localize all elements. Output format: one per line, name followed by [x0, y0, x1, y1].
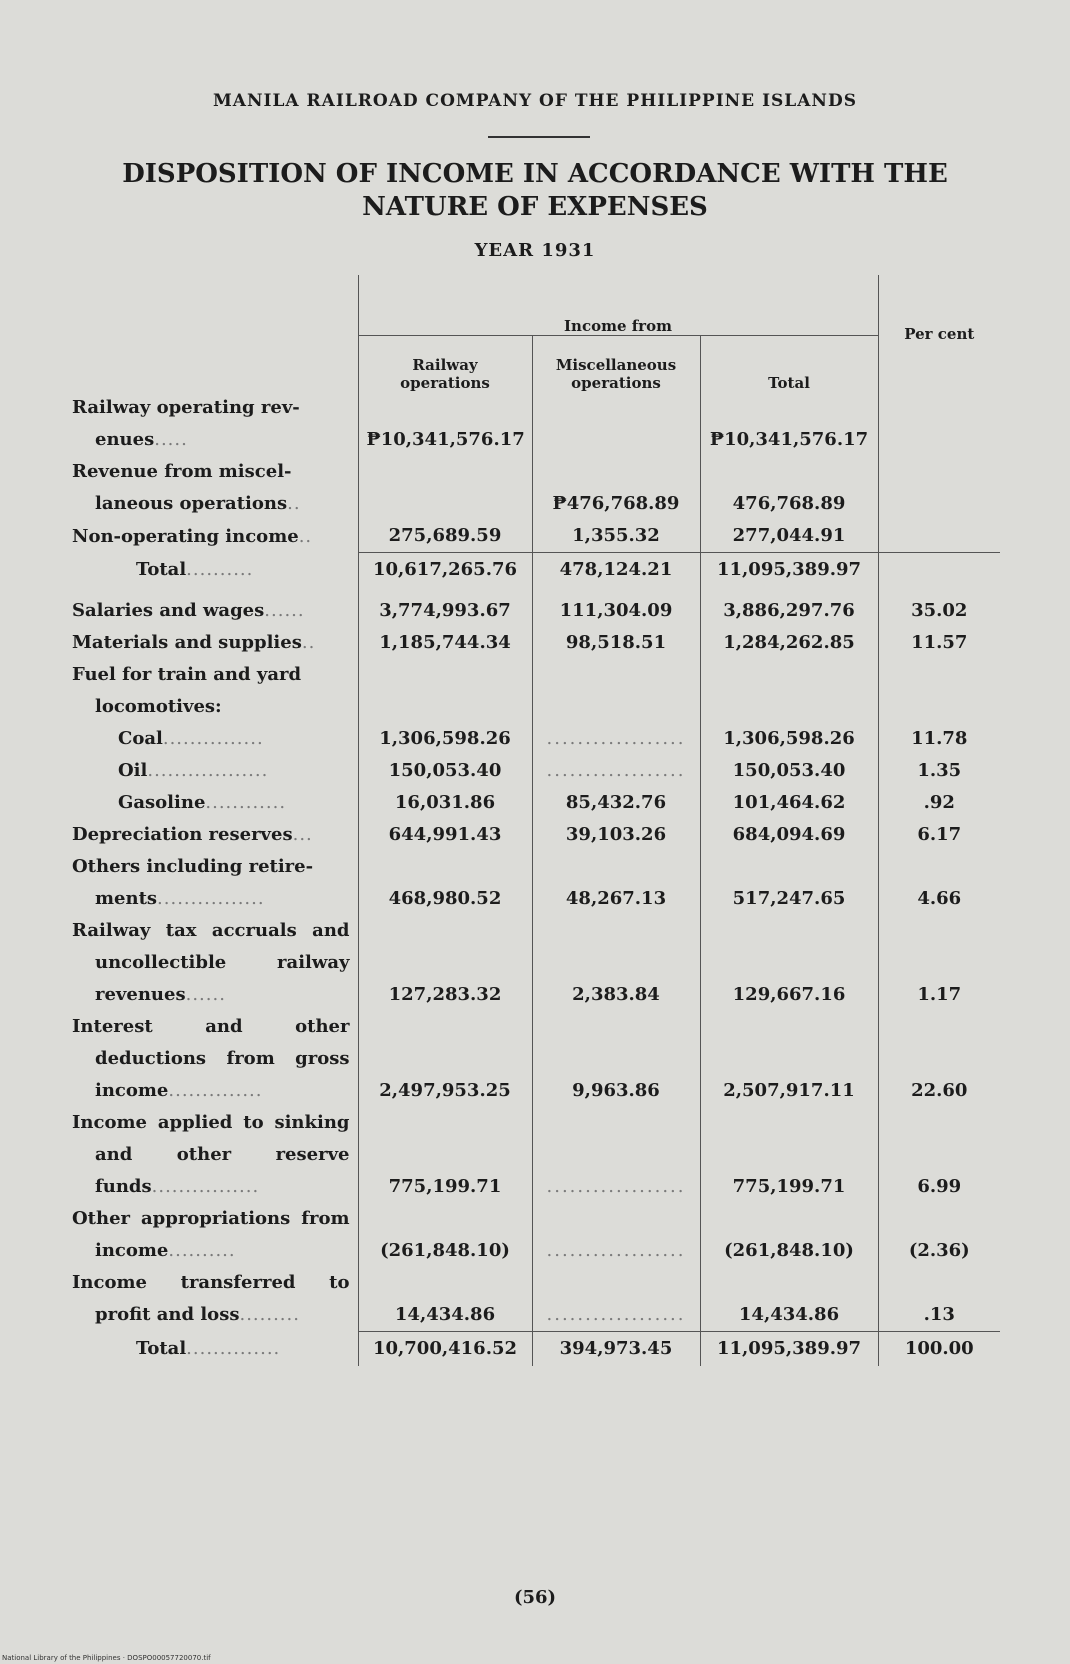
total-cell: 2,507,917.11 — [700, 1011, 878, 1107]
total-cell: 14,434.86 — [700, 1267, 878, 1331]
misc-cell: 98,518.51 — [532, 627, 700, 659]
percent-cell: .13 — [878, 1267, 1000, 1331]
railway-cell: 644,991.43 — [358, 819, 532, 851]
title-line-2: NATURE OF EXPENSES — [362, 192, 708, 222]
per-cent-header: Per cent — [878, 275, 1000, 392]
table-row — [64, 1107, 1000, 1203]
percent-cell: 35.02 — [878, 595, 1000, 627]
table-row — [64, 1267, 1000, 1331]
railway-cell: 10,700,416.52 — [358, 1331, 532, 1366]
row-label: Total.......... — [136, 559, 254, 580]
table-row — [64, 1011, 1000, 1107]
railway-cell: 1,185,744.34 — [358, 627, 532, 659]
table-row — [64, 659, 1000, 723]
leader-dots: .............. — [168, 1080, 263, 1101]
misc-cell — [532, 392, 700, 456]
total-header: Total — [700, 336, 878, 393]
percent-cell: 1.35 — [878, 755, 1000, 787]
table-row — [64, 520, 1000, 553]
percent-cell: 100.00 — [878, 1331, 1000, 1366]
percent-cell: 22.60 — [878, 1011, 1000, 1107]
misc-cell-blank: .................. — [532, 1107, 700, 1203]
percent-cell: 11.78 — [878, 723, 1000, 755]
leader-dots: ...... — [185, 984, 226, 1005]
table-body — [64, 392, 1000, 1366]
table-row — [64, 627, 1000, 659]
railway-cell: 2,497,953.25 — [358, 1011, 532, 1107]
railway-cell: 10,617,265.76 — [358, 553, 532, 588]
railway-cell: 775,199.71 — [358, 1107, 532, 1203]
total-cell: 11,095,389.97 — [700, 1331, 878, 1366]
table-header — [64, 275, 1000, 392]
row-label: Materials and supplies.. — [72, 632, 316, 653]
leader-dots: .................. — [147, 760, 269, 781]
misc-cell: 394,973.45 — [532, 1331, 700, 1366]
row-label: Income transferred to profit and loss......... — [72, 1272, 350, 1325]
railway-cell: ₱10,341,576.17 — [358, 392, 532, 456]
leader-dots: ..... — [154, 429, 188, 450]
total-cell: 1,284,262.85 — [700, 627, 878, 659]
total-cell: 129,667.16 — [700, 915, 878, 1011]
misc-cell: 1,355.32 — [532, 520, 700, 553]
table-row — [64, 851, 1000, 915]
leader-dots: ...... — [264, 600, 305, 621]
railway-cell: 127,283.32 — [358, 915, 532, 1011]
railway-cell: 16,031.86 — [358, 787, 532, 819]
row-label: Non-operating income.. — [72, 525, 313, 547]
row-label: Salaries and wages...... — [72, 600, 305, 621]
miscellaneous-operations-header: Miscellaneous operations — [532, 336, 700, 393]
table-row — [64, 787, 1000, 819]
income-from-header: Income from — [358, 275, 878, 336]
railway-cell: 150,053.40 — [358, 755, 532, 787]
scan-credit: National Library of the Philippines · DOSPO00057720070.tif — [2, 1654, 211, 1662]
row-label: Coal............... — [118, 728, 264, 749]
railway-cell: 14,434.86 — [358, 1267, 532, 1331]
percent-cell — [878, 456, 1000, 520]
leader-dots: .. — [287, 493, 301, 514]
misc-cell-blank: .................. — [532, 1267, 700, 1331]
percent-cell — [878, 520, 1000, 553]
row-label: Gasoline............ — [118, 792, 287, 813]
misc-cell: ₱476,768.89 — [532, 456, 700, 520]
percent-cell: 6.99 — [878, 1107, 1000, 1203]
leader-dots: ................ — [157, 888, 265, 909]
misc-cell: 111,304.09 — [532, 595, 700, 627]
misc-cell: 39,103.26 — [532, 819, 700, 851]
leader-dots: ... — [292, 824, 313, 845]
title-rule — [488, 136, 590, 138]
percent-cell: 1.17 — [878, 915, 1000, 1011]
total-cell: 277,044.91 — [700, 520, 878, 553]
page-number: (56) — [513, 1587, 557, 1608]
total-cell: 517,247.65 — [700, 851, 878, 915]
row-label: Other appropriations from income.......... — [72, 1208, 350, 1261]
stub-header — [64, 275, 358, 336]
table-row — [64, 595, 1000, 627]
percent-cell: (2.36) — [878, 1203, 1000, 1267]
percent-cell: .92 — [878, 787, 1000, 819]
percent-cell: 11.57 — [878, 627, 1000, 659]
leader-dots: .. — [301, 632, 316, 653]
row-label: Income applied to sinking and other reserve funds................ — [72, 1112, 350, 1197]
total-cell: 101,464.62 — [700, 787, 878, 819]
misc-cell: 9,963.86 — [532, 1011, 700, 1107]
misc-cell: 48,267.13 — [532, 851, 700, 915]
leader-dots: .. — [298, 525, 313, 547]
row-label: Depreciation reserves... — [72, 824, 313, 845]
railway-cell: 1,306,598.26 — [358, 723, 532, 755]
percent-cell — [878, 392, 1000, 456]
misc-cell: 2,383.84 — [532, 915, 700, 1011]
misc-cell: 85,432.76 — [532, 787, 700, 819]
percent-cell — [878, 553, 1000, 588]
railway-operations-header: Railway operations — [358, 336, 532, 393]
total-cell: 1,306,598.26 — [700, 723, 878, 755]
table-row — [64, 392, 1000, 456]
total-cell: 775,199.71 — [700, 1107, 878, 1203]
row-label: Fuel for train and yard locomotives: — [72, 664, 302, 717]
percent-cell: 4.66 — [878, 851, 1000, 915]
row-label: Oil.................. — [118, 760, 269, 781]
railway-cell: 3,774,993.67 — [358, 595, 532, 627]
railway-cell: 275,689.59 — [358, 520, 532, 553]
percent-cell: 6.17 — [878, 819, 1000, 851]
total-cell: 11,095,389.97 — [700, 553, 878, 588]
leader-dots: ................ — [151, 1176, 260, 1197]
table-row — [64, 819, 1000, 851]
row-label: Revenue from miscel- laneous operations.. — [72, 461, 301, 514]
leader-dots: .......... — [168, 1240, 236, 1261]
total-cell: 3,886,297.76 — [700, 595, 878, 627]
misc-cell: 478,124.21 — [532, 553, 700, 588]
row-label: Interest and other deductions from gross income.............. — [72, 1016, 350, 1101]
page-title — [0, 158, 1070, 224]
total-cell: 684,094.69 — [700, 819, 878, 851]
railway-cell: (261,848.10) — [358, 1203, 532, 1267]
leader-dots: .............. — [186, 1337, 281, 1359]
row-label: Others including retire- ments................ — [72, 856, 314, 909]
company-name: MANILA RAILROAD COMPANY OF THE PHILIPPINE ISLANDS — [212, 91, 857, 111]
total-cell: ₱10,341,576.17 — [700, 392, 878, 456]
leader-dots: .......... — [186, 559, 254, 580]
total-cell: 476,768.89 — [700, 456, 878, 520]
row-label: Railway operating rev- enues..... — [72, 397, 300, 450]
misc-cell-blank: .................. — [532, 755, 700, 787]
report-year: YEAR 1931 — [474, 240, 596, 261]
row-label: Railway tax accruals and uncollectible railway revenues...... — [72, 920, 350, 1005]
railway-cell: 468,980.52 — [358, 851, 532, 915]
table-row — [64, 456, 1000, 520]
table-row — [64, 755, 1000, 787]
misc-cell-blank: .................. — [532, 723, 700, 755]
leader-dots: ............... — [162, 728, 264, 749]
total-cell: 150,053.40 — [700, 755, 878, 787]
table-row — [64, 1203, 1000, 1267]
grand-total-row — [64, 1331, 1000, 1366]
leader-dots: ............ — [205, 792, 287, 813]
table-row — [64, 915, 1000, 1011]
railway-cell — [358, 456, 532, 520]
subtotal-row — [64, 553, 1000, 588]
row-label: Total.............. — [136, 1337, 281, 1359]
total-cell: (261,848.10) — [700, 1203, 878, 1267]
misc-cell-blank: .................. — [532, 1203, 700, 1267]
table-row — [64, 723, 1000, 755]
income-disposition-table — [64, 275, 1000, 1366]
leader-dots: ......... — [239, 1304, 300, 1325]
title-line-1: DISPOSITION OF INCOME IN ACCORDANCE WITH THE — [122, 159, 948, 189]
